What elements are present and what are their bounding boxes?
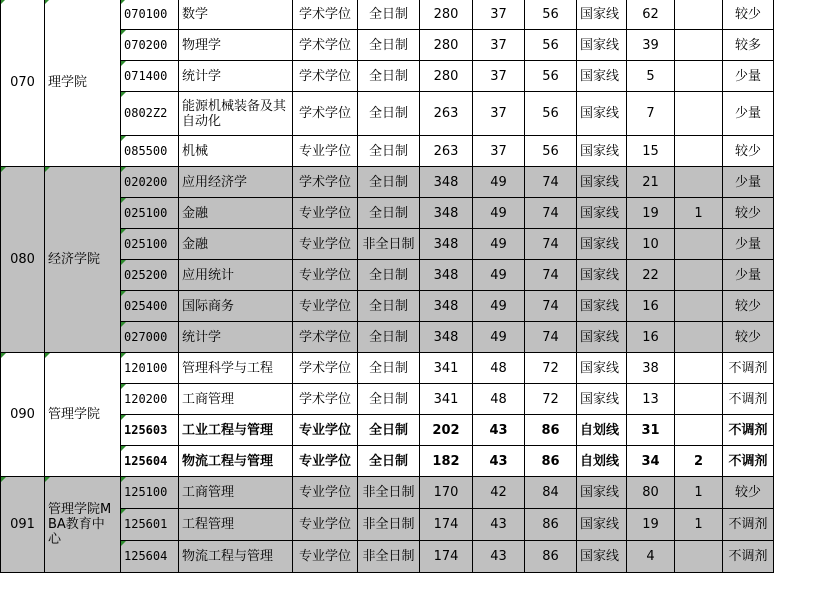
line-type-cell: 国家线 xyxy=(577,509,627,541)
major-name-cell: 管理科学与工程 xyxy=(179,353,293,384)
total-score-cell: 348 xyxy=(420,229,473,260)
subject-a-score-cell: 48 xyxy=(473,353,525,384)
enrolled-count-cell: 7 xyxy=(627,92,675,136)
study-mode-cell: 全日制 xyxy=(358,353,420,384)
vacancy-status-cell: 不调剂 xyxy=(723,384,774,415)
table-row xyxy=(1,353,774,384)
study-mode-cell: 非全日制 xyxy=(358,477,420,509)
vacancy-status-cell: 较少 xyxy=(723,291,774,322)
study-mode-cell: 全日制 xyxy=(358,198,420,229)
enrolled-count-cell: 34 xyxy=(627,446,675,477)
major-code-cell: 125604 xyxy=(121,541,179,573)
total-score-cell: 348 xyxy=(420,198,473,229)
major-code-cell: 025100 xyxy=(121,229,179,260)
subject-a-score-cell: 49 xyxy=(473,291,525,322)
recommended-count-cell xyxy=(675,92,723,136)
subject-a-score-cell: 49 xyxy=(473,260,525,291)
enrolled-count-cell: 4 xyxy=(627,541,675,573)
vacancy-status-cell: 较少 xyxy=(723,198,774,229)
subject-a-score-cell: 37 xyxy=(473,30,525,61)
major-name-cell: 工商管理 xyxy=(179,477,293,509)
subject-b-score-cell: 74 xyxy=(525,322,577,353)
table-row xyxy=(1,477,774,509)
subject-b-score-cell: 86 xyxy=(525,415,577,446)
subject-b-score-cell: 74 xyxy=(525,167,577,198)
study-mode-cell: 全日制 xyxy=(358,92,420,136)
degree-type-cell: 专业学位 xyxy=(293,541,358,573)
subject-a-score-cell: 43 xyxy=(473,415,525,446)
enrolled-count-cell: 10 xyxy=(627,229,675,260)
major-code-cell: 025100 xyxy=(121,198,179,229)
vacancy-status-cell: 不调剂 xyxy=(723,541,774,573)
college-code-cell: 091 xyxy=(1,477,45,573)
line-type-cell: 国家线 xyxy=(577,541,627,573)
total-score-cell: 348 xyxy=(420,260,473,291)
total-score-cell: 348 xyxy=(420,291,473,322)
total-score-cell: 280 xyxy=(420,30,473,61)
major-code-cell: 025200 xyxy=(121,260,179,291)
subject-b-score-cell: 72 xyxy=(525,353,577,384)
enrolled-count-cell: 22 xyxy=(627,260,675,291)
line-type-cell: 国家线 xyxy=(577,260,627,291)
vacancy-status-cell: 较少 xyxy=(723,136,774,167)
subject-b-score-cell: 84 xyxy=(525,477,577,509)
major-code-cell: 071400 xyxy=(121,61,179,92)
total-score-cell: 202 xyxy=(420,415,473,446)
enrolled-count-cell: 31 xyxy=(627,415,675,446)
enrolled-count-cell: 62 xyxy=(627,0,675,30)
recommended-count-cell: 1 xyxy=(675,509,723,541)
college-code-cell: 070 xyxy=(1,0,45,167)
enrolled-count-cell: 80 xyxy=(627,477,675,509)
degree-type-cell: 学术学位 xyxy=(293,384,358,415)
subject-b-score-cell: 56 xyxy=(525,61,577,92)
major-name-cell: 物流工程与管理 xyxy=(179,446,293,477)
major-code-cell: 125603 xyxy=(121,415,179,446)
subject-b-score-cell: 72 xyxy=(525,384,577,415)
major-name-cell: 机械 xyxy=(179,136,293,167)
subject-a-score-cell: 37 xyxy=(473,92,525,136)
recommended-count-cell xyxy=(675,136,723,167)
major-name-cell: 应用统计 xyxy=(179,260,293,291)
study-mode-cell: 全日制 xyxy=(358,61,420,92)
subject-b-score-cell: 74 xyxy=(525,260,577,291)
vacancy-status-cell: 不调剂 xyxy=(723,415,774,446)
line-type-cell: 国家线 xyxy=(577,291,627,322)
table-row xyxy=(1,0,774,30)
study-mode-cell: 非全日制 xyxy=(358,541,420,573)
subject-a-score-cell: 49 xyxy=(473,322,525,353)
total-score-cell: 174 xyxy=(420,541,473,573)
study-mode-cell: 全日制 xyxy=(358,415,420,446)
enrolled-count-cell: 38 xyxy=(627,353,675,384)
major-name-cell: 工商管理 xyxy=(179,384,293,415)
subject-b-score-cell: 56 xyxy=(525,0,577,30)
total-score-cell: 280 xyxy=(420,61,473,92)
vacancy-status-cell: 较多 xyxy=(723,30,774,61)
study-mode-cell: 全日制 xyxy=(358,260,420,291)
total-score-cell: 348 xyxy=(420,167,473,198)
study-mode-cell: 全日制 xyxy=(358,384,420,415)
recommended-count-cell: 2 xyxy=(675,446,723,477)
recommended-count-cell xyxy=(675,415,723,446)
major-name-cell: 物理学 xyxy=(179,30,293,61)
vacancy-status-cell: 少量 xyxy=(723,61,774,92)
subject-b-score-cell: 56 xyxy=(525,30,577,61)
study-mode-cell: 全日制 xyxy=(358,291,420,322)
study-mode-cell: 全日制 xyxy=(358,0,420,30)
major-name-cell: 金融 xyxy=(179,229,293,260)
subject-a-score-cell: 43 xyxy=(473,541,525,573)
vacancy-status-cell: 不调剂 xyxy=(723,509,774,541)
vacancy-status-cell: 较少 xyxy=(723,477,774,509)
vacancy-status-cell: 不调剂 xyxy=(723,353,774,384)
recommended-count-cell xyxy=(675,260,723,291)
degree-type-cell: 专业学位 xyxy=(293,291,358,322)
vacancy-status-cell: 少量 xyxy=(723,260,774,291)
degree-type-cell: 学术学位 xyxy=(293,0,358,30)
college-name-cell: 理学院 xyxy=(45,0,121,167)
line-type-cell: 国家线 xyxy=(577,229,627,260)
line-type-cell: 国家线 xyxy=(577,477,627,509)
subject-a-score-cell: 37 xyxy=(473,61,525,92)
degree-type-cell: 学术学位 xyxy=(293,92,358,136)
subject-b-score-cell: 74 xyxy=(525,229,577,260)
recommended-count-cell xyxy=(675,353,723,384)
major-code-cell: 120200 xyxy=(121,384,179,415)
recommended-count-cell xyxy=(675,229,723,260)
subject-a-score-cell: 49 xyxy=(473,167,525,198)
recommended-count-cell xyxy=(675,0,723,30)
vacancy-status-cell: 较少 xyxy=(723,0,774,30)
major-name-cell: 金融 xyxy=(179,198,293,229)
degree-type-cell: 专业学位 xyxy=(293,415,358,446)
subject-a-score-cell: 49 xyxy=(473,229,525,260)
subject-b-score-cell: 86 xyxy=(525,509,577,541)
enrolled-count-cell: 16 xyxy=(627,322,675,353)
recommended-count-cell xyxy=(675,291,723,322)
degree-type-cell: 学术学位 xyxy=(293,322,358,353)
major-code-cell: 025400 xyxy=(121,291,179,322)
major-code-cell: 085500 xyxy=(121,136,179,167)
major-code-cell: 070100 xyxy=(121,0,179,30)
vacancy-status-cell: 少量 xyxy=(723,167,774,198)
study-mode-cell: 全日制 xyxy=(358,30,420,61)
major-code-cell: 0802Z2 xyxy=(121,92,179,136)
major-name-cell: 数学 xyxy=(179,0,293,30)
subject-b-score-cell: 56 xyxy=(525,92,577,136)
degree-type-cell: 专业学位 xyxy=(293,260,358,291)
enrolled-count-cell: 5 xyxy=(627,61,675,92)
line-type-cell: 国家线 xyxy=(577,167,627,198)
degree-type-cell: 专业学位 xyxy=(293,198,358,229)
recommended-count-cell xyxy=(675,541,723,573)
line-type-cell: 国家线 xyxy=(577,92,627,136)
major-name-cell: 能源机械装备及其自动化 xyxy=(179,92,293,136)
degree-type-cell: 学术学位 xyxy=(293,353,358,384)
recommended-count-cell xyxy=(675,61,723,92)
degree-type-cell: 专业学位 xyxy=(293,509,358,541)
degree-type-cell: 学术学位 xyxy=(293,30,358,61)
line-type-cell: 国家线 xyxy=(577,384,627,415)
recommended-count-cell xyxy=(675,322,723,353)
vacancy-status-cell: 较少 xyxy=(723,322,774,353)
total-score-cell: 170 xyxy=(420,477,473,509)
line-type-cell: 国家线 xyxy=(577,61,627,92)
subject-b-score-cell: 56 xyxy=(525,136,577,167)
degree-type-cell: 专业学位 xyxy=(293,446,358,477)
line-type-cell: 国家线 xyxy=(577,0,627,30)
recommended-count-cell xyxy=(675,30,723,61)
enrolled-count-cell: 16 xyxy=(627,291,675,322)
total-score-cell: 182 xyxy=(420,446,473,477)
major-name-cell: 国际商务 xyxy=(179,291,293,322)
enrolled-count-cell: 39 xyxy=(627,30,675,61)
recommended-count-cell: 1 xyxy=(675,477,723,509)
total-score-cell: 348 xyxy=(420,322,473,353)
major-name-cell: 统计学 xyxy=(179,61,293,92)
subject-b-score-cell: 86 xyxy=(525,446,577,477)
study-mode-cell: 全日制 xyxy=(358,322,420,353)
line-type-cell: 国家线 xyxy=(577,30,627,61)
degree-type-cell: 专业学位 xyxy=(293,136,358,167)
study-mode-cell: 全日制 xyxy=(358,167,420,198)
line-type-cell: 国家线 xyxy=(577,322,627,353)
degree-type-cell: 学术学位 xyxy=(293,167,358,198)
study-mode-cell: 非全日制 xyxy=(358,229,420,260)
major-name-cell: 工程管理 xyxy=(179,509,293,541)
total-score-cell: 341 xyxy=(420,384,473,415)
total-score-cell: 263 xyxy=(420,92,473,136)
subject-a-score-cell: 42 xyxy=(473,477,525,509)
subject-a-score-cell: 48 xyxy=(473,384,525,415)
line-type-cell: 国家线 xyxy=(577,198,627,229)
college-name-cell: 管理学院 xyxy=(45,353,121,477)
subject-b-score-cell: 74 xyxy=(525,291,577,322)
degree-type-cell: 学术学位 xyxy=(293,61,358,92)
major-name-cell: 工业工程与管理 xyxy=(179,415,293,446)
enrolled-count-cell: 19 xyxy=(627,509,675,541)
subject-b-score-cell: 86 xyxy=(525,541,577,573)
subject-a-score-cell: 37 xyxy=(473,0,525,30)
subject-a-score-cell: 43 xyxy=(473,446,525,477)
study-mode-cell: 全日制 xyxy=(358,446,420,477)
subject-a-score-cell: 37 xyxy=(473,136,525,167)
enrolled-count-cell: 13 xyxy=(627,384,675,415)
enrolled-count-cell: 19 xyxy=(627,198,675,229)
major-code-cell: 027000 xyxy=(121,322,179,353)
major-code-cell: 125601 xyxy=(121,509,179,541)
total-score-cell: 263 xyxy=(420,136,473,167)
major-name-cell: 统计学 xyxy=(179,322,293,353)
total-score-cell: 280 xyxy=(420,0,473,30)
total-score-cell: 174 xyxy=(420,509,473,541)
study-mode-cell: 全日制 xyxy=(358,136,420,167)
table-body xyxy=(1,0,774,573)
college-name-cell: 管理学院MBA教育中心 xyxy=(45,477,121,573)
total-score-cell: 341 xyxy=(420,353,473,384)
major-code-cell: 120100 xyxy=(121,353,179,384)
line-type-cell: 国家线 xyxy=(577,136,627,167)
college-name-cell: 经济学院 xyxy=(45,167,121,353)
college-code-cell: 090 xyxy=(1,353,45,477)
recommended-count-cell xyxy=(675,384,723,415)
major-code-cell: 125100 xyxy=(121,477,179,509)
enrolled-count-cell: 15 xyxy=(627,136,675,167)
study-mode-cell: 非全日制 xyxy=(358,509,420,541)
line-type-cell: 自划线 xyxy=(577,415,627,446)
degree-type-cell: 专业学位 xyxy=(293,229,358,260)
table-row xyxy=(1,167,774,198)
vacancy-status-cell: 少量 xyxy=(723,92,774,136)
vacancy-status-cell: 少量 xyxy=(723,229,774,260)
subject-a-score-cell: 43 xyxy=(473,509,525,541)
recommended-count-cell xyxy=(675,167,723,198)
enrolled-count-cell: 21 xyxy=(627,167,675,198)
degree-type-cell: 专业学位 xyxy=(293,477,358,509)
subject-b-score-cell: 74 xyxy=(525,198,577,229)
major-name-cell: 应用经济学 xyxy=(179,167,293,198)
vacancy-status-cell: 不调剂 xyxy=(723,446,774,477)
line-type-cell: 国家线 xyxy=(577,353,627,384)
recommended-count-cell: 1 xyxy=(675,198,723,229)
major-code-cell: 125604 xyxy=(121,446,179,477)
line-type-cell: 自划线 xyxy=(577,446,627,477)
subject-a-score-cell: 49 xyxy=(473,198,525,229)
major-code-cell: 070200 xyxy=(121,30,179,61)
major-code-cell: 020200 xyxy=(121,167,179,198)
major-name-cell: 物流工程与管理 xyxy=(179,541,293,573)
college-code-cell: 080 xyxy=(1,167,45,353)
